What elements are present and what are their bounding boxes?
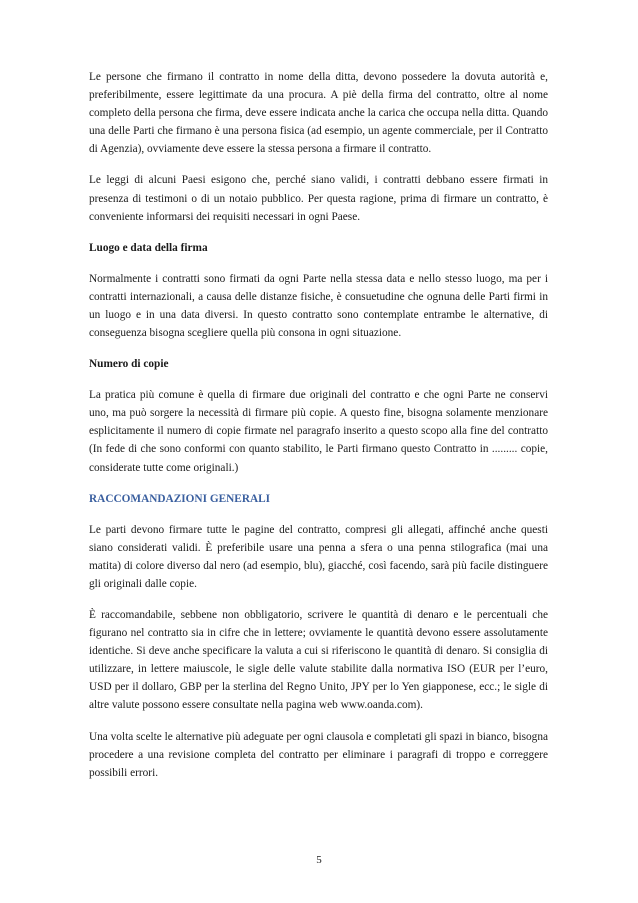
- paragraph-sign-all-pages: Le parti devono firmare tutte le pagine del contratto, compresi gli allegati, affinché anche questi siano considerati validi. È preferibile usare una penna a sfera o una penna stilografica (mai una matita) di colore diverso dal nero (ad esempio, blu), giacché, così facendo, sarà più facile distinguere gli originali dalle copie.: [89, 523, 548, 590]
- heading-place-and-date: Luogo e data della firma: [89, 241, 208, 254]
- paragraph-witnesses-notary: Le leggi di alcuni Paesi esigono che, perché siano validi, i contratti debbano essere firmati in presenza di testimoni o di un notaio pubblico. Per questa ragione, prima di firmare un contratto, è conveniente informarsi dei requisiti necessari in ogni Paese.: [89, 174, 548, 223]
- page-number: 5: [316, 854, 322, 866]
- paragraph-number-of-copies: La pratica più comune è quella di firmare due originali del contratto e che ogni Parte ne conservi uno, ma può sorgere la necessità di firmare più copie. A questo fine, bisogna solamente menzionare esplicitamente il numero di copie firmate nel paragrafo inserito a questo scopo alla fine del contratto (In fede di che sono conformi con quanto stabilito, le Parti firmano questo Contratto in ......... copie, considerate tutte come originali.): [89, 389, 548, 474]
- paragraph-amounts-and-currency: È raccomandabile, sebbene non obbligatorio, scrivere le quantità di denaro e le percentuali che figurano nel contratto sia in cifre che in lettere; ovviamente le quantità devono essere assolutamente identiche. Si deve anche specificare la valuta a cui si riferiscono le quantità di denaro. Si consiglia di utilizzare, in lettere maiuscole, le sigle delle valute stabilite dalla normativa ISO (EUR per l’euro, USD per il dollaro, GBP per la sterlina del Regno Unito, JPY per lo Yen giapponese, ecc.; le sigle di altre valute possono essere consultate nella pagina web www.oanda.com).: [89, 608, 548, 712]
- paragraph-signatories-authority: Le persone che firmano il contratto in nome della ditta, devono possedere la dovuta autorità e, preferibilmente, essere legittimate da una procura. A piè della firma del contratto, oltre al nome completo della persona che firma, deve essere indicata anche la carica che occupa nella ditta. Quando una delle Parti che firmano è una persona fisica (ad esempio, un agente commerciale, per il Contratto di Agenzia), ovviamente deve essere la stessa persona a firmare il contratto.: [89, 71, 548, 156]
- paragraph-final-review: Una volta scelte le alternative più adeguate per ogni clausola e completati gli spazi in bianco, bisogna procedere a una revisione completa del contratto per eliminare i paragrafi di troppo e correggere possibili errori.: [89, 730, 548, 779]
- paragraph-place-and-date: Normalmente i contratti sono firmati da ogni Parte nella stessa data e nello stesso luogo, ma per i contratti internazionali, a causa delle distanze fisiche, è consuetudine che ognuna delle Parti firmi in un luogo e in una data diversi. In questo contratto sono contemplate entrambe le alternative, di conseguenza bisogna scegliere quella più consona in ogni situazione.: [89, 272, 548, 340]
- document-body: [89, 68, 548, 782]
- heading-general-recommendations: RACCOMANDAZIONI GENERALI: [89, 492, 271, 505]
- heading-number-of-copies: Numero di copie: [89, 358, 169, 371]
